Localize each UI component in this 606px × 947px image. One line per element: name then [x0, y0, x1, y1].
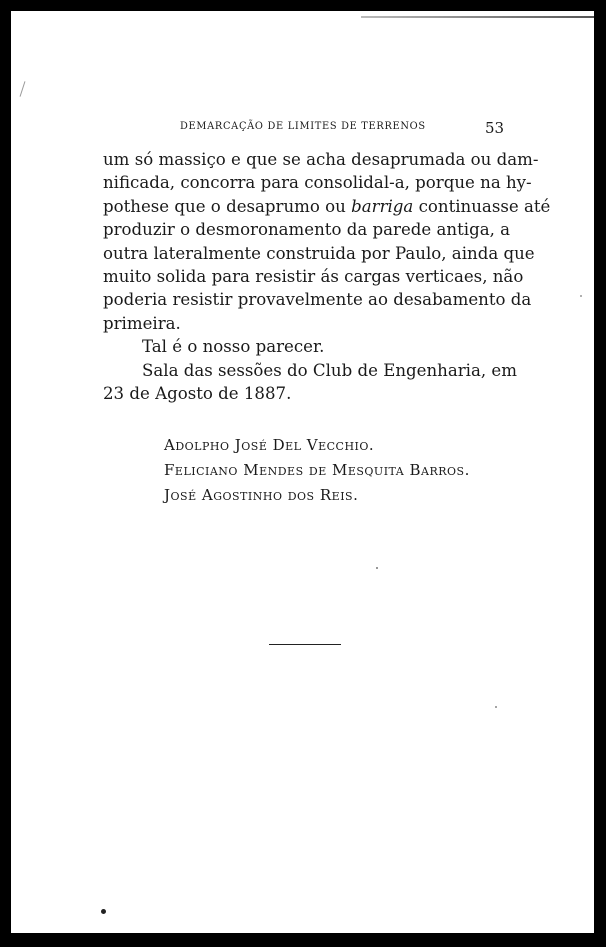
date-line: 23 de Agosto de 1887.: [103, 383, 292, 403]
ink-speck: [495, 706, 497, 708]
closing-rule: [269, 644, 341, 645]
text-line: nificada, concorra para consolidal-a, porque na hy-: [103, 173, 532, 193]
scan-mark: [20, 81, 26, 97]
signature-2: Feliciano Mendes de Mesquita Barros.: [164, 461, 470, 479]
text-line: outra lateralmente construida por Paulo, ainda que: [103, 243, 535, 263]
text-line: pothese que o desaprumo ou barriga continuasse até: [103, 196, 551, 216]
running-title: DEMARCAÇÃO DE LIMITES DE TERRENOS: [180, 121, 426, 132]
text-line: produzir o desmoronamento da parede antiga, a: [103, 220, 511, 240]
signature-3: José Agostinho dos Reis.: [164, 486, 359, 504]
text-line: primeira.: [103, 313, 181, 333]
text-line: um só massiço e que se acha desaprumada ou dam-: [103, 150, 539, 169]
signature-1: Adolpho José Del Vecchio.: [164, 436, 375, 454]
page-number: 53: [485, 119, 505, 137]
ink-speck: [580, 295, 582, 297]
emphasis-word: barriga: [351, 196, 414, 216]
ink-speck: [101, 909, 106, 914]
running-head: [11, 119, 594, 139]
book-page: [11, 11, 594, 933]
text-line: poderia resistir provavelmente ao desabamento da: [103, 290, 532, 310]
session-line: Sala das sessões do Club de Engenharia, em: [142, 360, 517, 380]
body-text: [103, 148, 551, 405]
scan-edge-rule: [361, 16, 594, 18]
ink-speck: [376, 567, 378, 569]
text-line: muito solida para resistir ás cargas verticaes, não: [103, 266, 524, 286]
opinion-sentence: Tal é o nosso parecer.: [142, 337, 325, 357]
